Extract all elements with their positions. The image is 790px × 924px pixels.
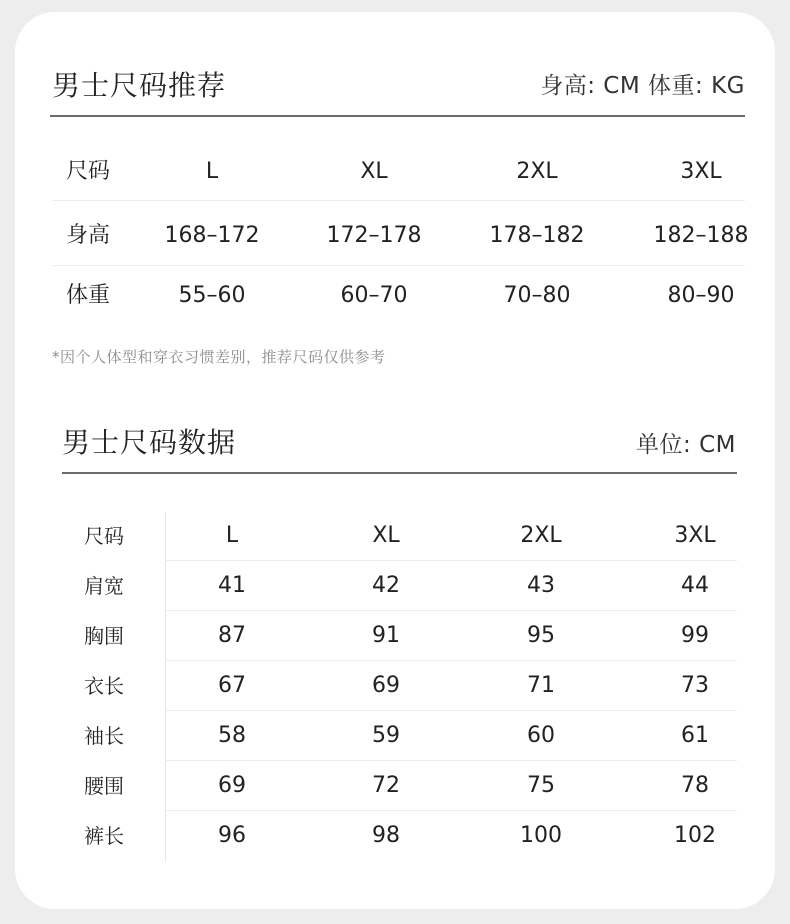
measurements-size-xl: XL — [372, 523, 400, 548]
row-label: 肩宽 — [84, 574, 124, 598]
table-row — [62, 816, 737, 856]
table-cell: 168–172 — [164, 223, 260, 248]
table-cell: 99 — [681, 623, 709, 648]
table-cell: 75 — [527, 773, 555, 798]
recommend-size-2xl: 2XL — [516, 159, 558, 184]
table-cell: 60–70 — [340, 283, 408, 308]
table-cell: 59 — [372, 723, 400, 748]
row-divider — [165, 810, 737, 811]
recommend-note: *因个人体型和穿衣习惯差别，推荐尺码仅供参考 — [52, 348, 386, 366]
table-cell: 69 — [218, 773, 246, 798]
table-cell: 70–80 — [503, 283, 571, 308]
recommend-unit: 身高: CM 体重: KG — [540, 73, 745, 99]
table-cell: 182–188 — [653, 223, 749, 248]
table-cell: 100 — [520, 823, 562, 848]
recommend-title: 男士尺码推荐 — [52, 69, 227, 102]
table-cell: 60 — [527, 723, 555, 748]
recommend-header-label: 尺码 — [66, 159, 111, 184]
row-label: 胸围 — [84, 624, 124, 648]
table-cell: 44 — [681, 573, 709, 598]
row-label: 衣长 — [84, 674, 124, 698]
table-row — [52, 216, 749, 256]
measurements-unit: 单位: CM — [636, 432, 736, 458]
row-divider — [165, 560, 737, 561]
table-row — [62, 766, 737, 806]
table-row — [62, 666, 737, 706]
table-cell: 41 — [218, 573, 246, 598]
row-label: 裤长 — [84, 824, 124, 848]
table-cell: 42 — [372, 573, 400, 598]
table-cell: 71 — [527, 673, 555, 698]
table-cell: 67 — [218, 673, 246, 698]
measurements-divider — [62, 472, 737, 474]
table-cell: 73 — [681, 673, 709, 698]
row-divider — [52, 200, 745, 201]
table-row — [62, 716, 737, 756]
table-cell: 102 — [674, 823, 716, 848]
table-row — [62, 566, 737, 606]
measurements-title: 男士尺码数据 — [62, 426, 237, 459]
table-cell: 72 — [372, 773, 400, 798]
table-cell: 96 — [218, 823, 246, 848]
row-label: 腰围 — [84, 774, 124, 798]
table-row — [62, 616, 737, 656]
measurements-size-2xl: 2XL — [520, 523, 562, 548]
row-divider — [165, 610, 737, 611]
recommend-size-3xl: 3XL — [680, 159, 722, 184]
row-label: 身高 — [66, 223, 111, 248]
table-cell: 55–60 — [178, 283, 246, 308]
measurements-size-3xl: 3XL — [674, 523, 716, 548]
measurements-size-l: L — [225, 523, 239, 548]
table-row — [52, 276, 745, 316]
row-label: 袖长 — [84, 724, 124, 748]
table-cell: 98 — [372, 823, 400, 848]
table-cell: 78 — [681, 773, 709, 798]
measurements-header-row — [62, 516, 737, 556]
table-cell: 43 — [527, 573, 555, 598]
table-cell: 61 — [681, 723, 709, 748]
table-cell: 69 — [372, 673, 400, 698]
recommend-size-xl: XL — [360, 159, 388, 184]
table-cell: 178–182 — [489, 223, 585, 248]
row-divider — [165, 710, 737, 711]
row-label: 体重 — [66, 283, 111, 308]
table-cell: 95 — [527, 623, 555, 648]
row-divider — [52, 265, 745, 266]
row-divider — [165, 760, 737, 761]
recommend-header-row — [52, 152, 745, 192]
recommend-size-l: L — [205, 159, 219, 184]
recommend-divider — [50, 115, 745, 117]
table-cell: 87 — [218, 623, 246, 648]
table-cell: 58 — [218, 723, 246, 748]
measurements-header-label: 尺码 — [84, 524, 124, 548]
table-cell: 172–178 — [326, 223, 422, 248]
table-cell: 91 — [372, 623, 400, 648]
row-divider — [165, 660, 737, 661]
table-cell: 80–90 — [667, 283, 735, 308]
